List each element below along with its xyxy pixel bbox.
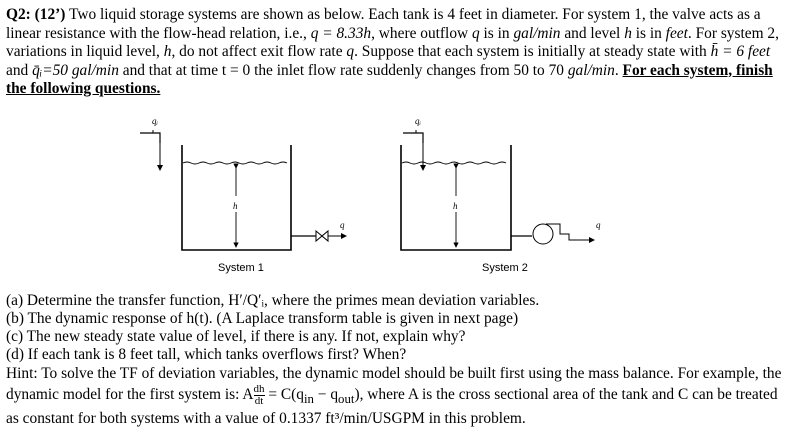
system1-diagram — [140, 116, 346, 274]
derivative-fraction — [254, 384, 265, 407]
statement-text: and — [6, 61, 33, 79]
statement-text: Two liquid storage systems are shown as below. Each tank is 4 feet in diameter. For system 1, the valve acts as a linear resistance with the flow-head relation, i.e., — [6, 6, 761, 42]
system2-pump — [533, 224, 553, 244]
system1-outlet-label: q — [340, 220, 345, 230]
system2-inlet-pipe — [403, 133, 423, 143]
unit-galmin: gal/min — [513, 24, 561, 42]
instruction-underlined: For each system, finish the following questions. — [6, 61, 773, 97]
unit-galmin: gal/min — [71, 61, 119, 79]
statement-text: . For system 2, variations in liquid level, — [6, 24, 779, 60]
system2-inlet-label: qᵢ — [415, 116, 421, 126]
system2-liquid-surface — [402, 162, 506, 164]
steady-state-level: h̄ = 6 — [710, 43, 745, 60]
hint-text: = C(q — [264, 386, 304, 404]
statement-text: . — [614, 61, 623, 79]
hint-text: ), where A is the cross sectional area of the tank and C can be treated as constant for both systems with a value of 0.1337 ft³/min/USGPM in this problem. — [6, 386, 778, 428]
statement-text: , do not affect exit flow rate — [171, 43, 347, 60]
system1-tank — [182, 145, 291, 250]
unit-galmin: gal/min — [567, 61, 615, 79]
question-b: (b) The dynamic response of h(t). (A Laplace transform table is given in next page) — [6, 310, 519, 327]
unit-feet: feet — [747, 43, 771, 60]
statement-text: is in — [479, 24, 514, 42]
system2-caption: System 2 — [482, 262, 528, 274]
hint-paragraph — [6, 364, 794, 429]
fraction-numerator: dh — [253, 383, 265, 395]
system2-diagram — [401, 116, 601, 274]
statement-text: is in — [631, 24, 666, 42]
fraction-denominator: dt — [254, 395, 264, 407]
system1-inlet-label: qᵢ — [152, 116, 158, 126]
system1-liquid-surface — [183, 162, 287, 164]
statement-text: . Suppose that each system is initially at steady state with — [354, 43, 711, 60]
unit-feet: feet — [665, 24, 688, 42]
hint-text: Hint: To solve the TF of deviation variables, the dynamic model should be built first using the mass balance. For example, the dynamic model for the first system is: A — [6, 365, 782, 404]
question-d: (d) If each tank is 8 feet tall, which tanks overflows first? When? — [6, 346, 407, 363]
system1-level-label: h — [233, 201, 238, 211]
hint-text: − q — [313, 386, 339, 404]
flow-head-equation: q = 8.33h — [310, 24, 372, 42]
statement-text: and level — [560, 24, 625, 42]
system2-outlet-label: q — [596, 220, 601, 230]
question-points: (12’) — [34, 6, 66, 23]
question-c: (c) The new steady state value of level, if there is any. If not, explain why? — [6, 328, 466, 345]
question-number: Q2: — [6, 6, 31, 23]
variable-q: q — [346, 43, 355, 60]
variable-h: h — [163, 43, 172, 60]
subscript-in: in — [303, 392, 314, 407]
steady-state-inflow: q̄ᵢ=50 — [32, 61, 68, 79]
statement-text: and that at time t = 0 the inlet flow rate suddenly changes from 50 to 70 — [118, 61, 568, 79]
system1-valve — [316, 231, 328, 241]
variable-q: q — [471, 24, 480, 42]
system1-inlet-pipe — [140, 133, 160, 143]
system1-caption: System 1 — [218, 262, 264, 274]
subscript-out: out — [338, 392, 355, 407]
question-a: (a) Determine the transfer function, H′/Q′ᵢ, where the primes mean deviation variables. — [6, 292, 540, 309]
variable-h: h — [624, 24, 632, 42]
statement-text: , where outflow — [371, 24, 472, 42]
system2-level-label: h — [453, 201, 458, 211]
